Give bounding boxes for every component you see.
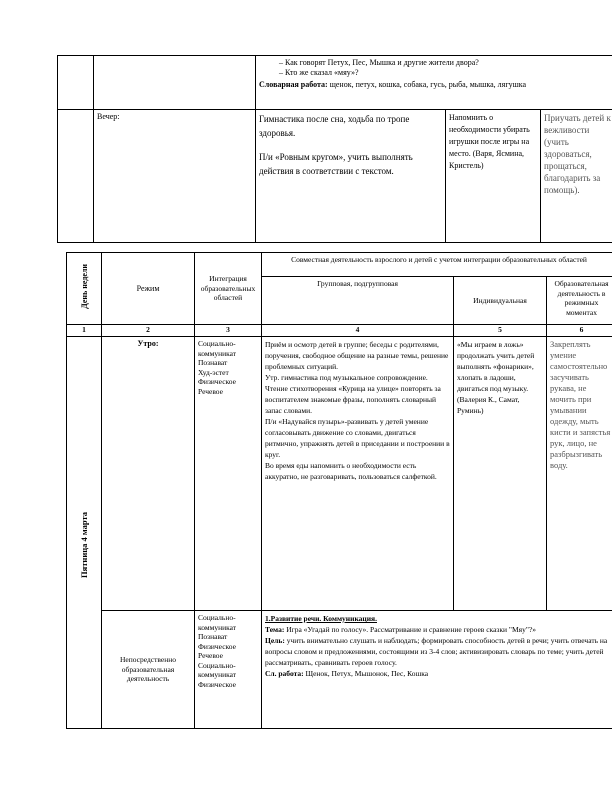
direct-content-cell — [262, 611, 612, 729]
morning-group-line-3: Чтение стихотворения «Курица на улице» повторять за воспитателем знакомые фразы, пополнять словарный запас словами. — [265, 384, 441, 415]
morning-area-1: Социально-коммуникат — [198, 339, 237, 358]
morning-label: Утро: — [102, 337, 195, 611]
vocab-label: Словарная работа: — [259, 80, 328, 89]
direct-area-2: Познават — [198, 632, 228, 641]
header-group: Групповая, подгрупповая — [262, 277, 454, 325]
top-regime-cell — [94, 56, 256, 110]
morning-group-line-4: П/и «Надувайся пузырь»-развивать у детей умение согласовывать движение со словами, двигаться ритмично, упражнять детей в приседании и построении в круг. — [265, 417, 450, 459]
col-number-2: 2 — [102, 325, 195, 337]
direct-goal: Цель: учить внимательно слушать и наблюдать; формировать способность детей в речи; учить отвечать на вопросы словом и предложениями, состоящими из 3-4 слов; активизировать словарь по теме; учить детей рассматривать, сравнивать героев голосу. — [265, 636, 608, 667]
evening-regime-cell: Приучать детей к вежливости (учить здороваться, прощаться, благодарить за помощь). — [541, 110, 612, 243]
header-joint: Совместная деятельность взрослого и детей с учетом интеграции образовательных областей — [262, 253, 612, 277]
header-individual: Индивидуальная — [454, 277, 547, 325]
col-number-5: 5 — [454, 325, 547, 337]
col-number-6: 6 — [547, 325, 612, 337]
evening-individual-cell: Напомнить о необходимости убирать игрушки после игры на место. (Варя, Ясмина, Кристель) — [446, 110, 541, 243]
day-value-cell: Пятница 4 марта — [67, 337, 102, 729]
question-2: – Кто же сказал «мяу»? — [279, 68, 359, 77]
top-questions-cell — [256, 56, 612, 110]
morning-individual-cell: «Мы играем в ложь» продолжать учить детей выполнять «фонарики», хлопать в ладоши, двигаться под музыку. (Валерия К., Самат, Руминь) — [454, 337, 547, 611]
header-regime-moments: Образовательная деятельность в режимных моментах — [547, 277, 612, 325]
direct-subject: 1.Развитие речи. Коммуникация. — [265, 614, 377, 623]
morning-area-5: Речевое — [198, 386, 223, 396]
header-regime: Режим — [102, 253, 195, 325]
evening-label: Вечер: — [94, 110, 256, 243]
morning-group-line-1: Приём и осмотр детей в группе; беседы с родителями, поручения, свободное общение на разные темы, решение проблемных ситуаций. — [265, 340, 449, 371]
direct-area-6: Физическое — [198, 679, 236, 689]
direct-topic: Тема: Игра «Угадай по голосу». Рассматривание и сравнение героев сказки "Мяу"?» — [265, 625, 536, 634]
morning-area-4: Физическое — [198, 377, 236, 386]
direct-area-5: Социально-коммуникат — [198, 660, 237, 679]
direct-area-4: Речевое — [198, 651, 223, 660]
col-number-3: 3 — [195, 325, 262, 337]
question-1: – Как говорят Петух, Пес, Мышка и другие жители двора? — [279, 58, 479, 67]
morning-areas — [195, 337, 262, 611]
evening-group-line-1: Гимнастика после сна, ходьба по тропе здоровья. — [259, 114, 410, 138]
morning-group-line-5: Во время еды напомнить о необходимости есть аккуратно, не разговаривать, пользоваться салфеткой. — [265, 461, 437, 481]
evening-group-cell — [256, 110, 446, 243]
vocab-text: щенок, петух, кошка, собака, гусь, рыба, мышка, лягушка — [327, 80, 527, 89]
direct-area-3: Физическое — [198, 641, 236, 651]
direct-areas — [195, 611, 262, 729]
morning-area-2: Познават — [198, 358, 228, 367]
morning-group-cell — [262, 337, 454, 611]
col-number-1: 1 — [67, 325, 102, 337]
evening-group-line-2: П/и «Ровным кругом», учить выполнять действия в соответствии с текстом. — [259, 152, 413, 176]
top-day-cell — [58, 56, 94, 110]
evening-day-cell — [58, 110, 94, 243]
direct-label: Непосредственно образовательная деятельность — [102, 611, 195, 729]
col-number-4: 4 — [262, 325, 454, 337]
header-day: День недели — [67, 253, 102, 325]
top-table — [57, 55, 612, 243]
morning-regime-cell: Закреплять умение самостоятельно засучивать рукава, не мочить при умывании одежду, мыть кисти и запястья рук, лицо, не разбрызгивать воду. — [547, 337, 612, 611]
main-table — [66, 252, 612, 729]
header-integration: Интеграция образовательных областей — [195, 253, 262, 325]
morning-group-line-2: Утр. гимнастика под музыкальное сопровождение. — [265, 373, 428, 382]
direct-area-1: Социально-коммуникат — [198, 613, 237, 632]
morning-area-3: Худ-эстет — [198, 367, 229, 377]
direct-vocab: Сл. работа: Щенок, Петух, Мышонок, Пес, Кошка — [265, 669, 429, 678]
